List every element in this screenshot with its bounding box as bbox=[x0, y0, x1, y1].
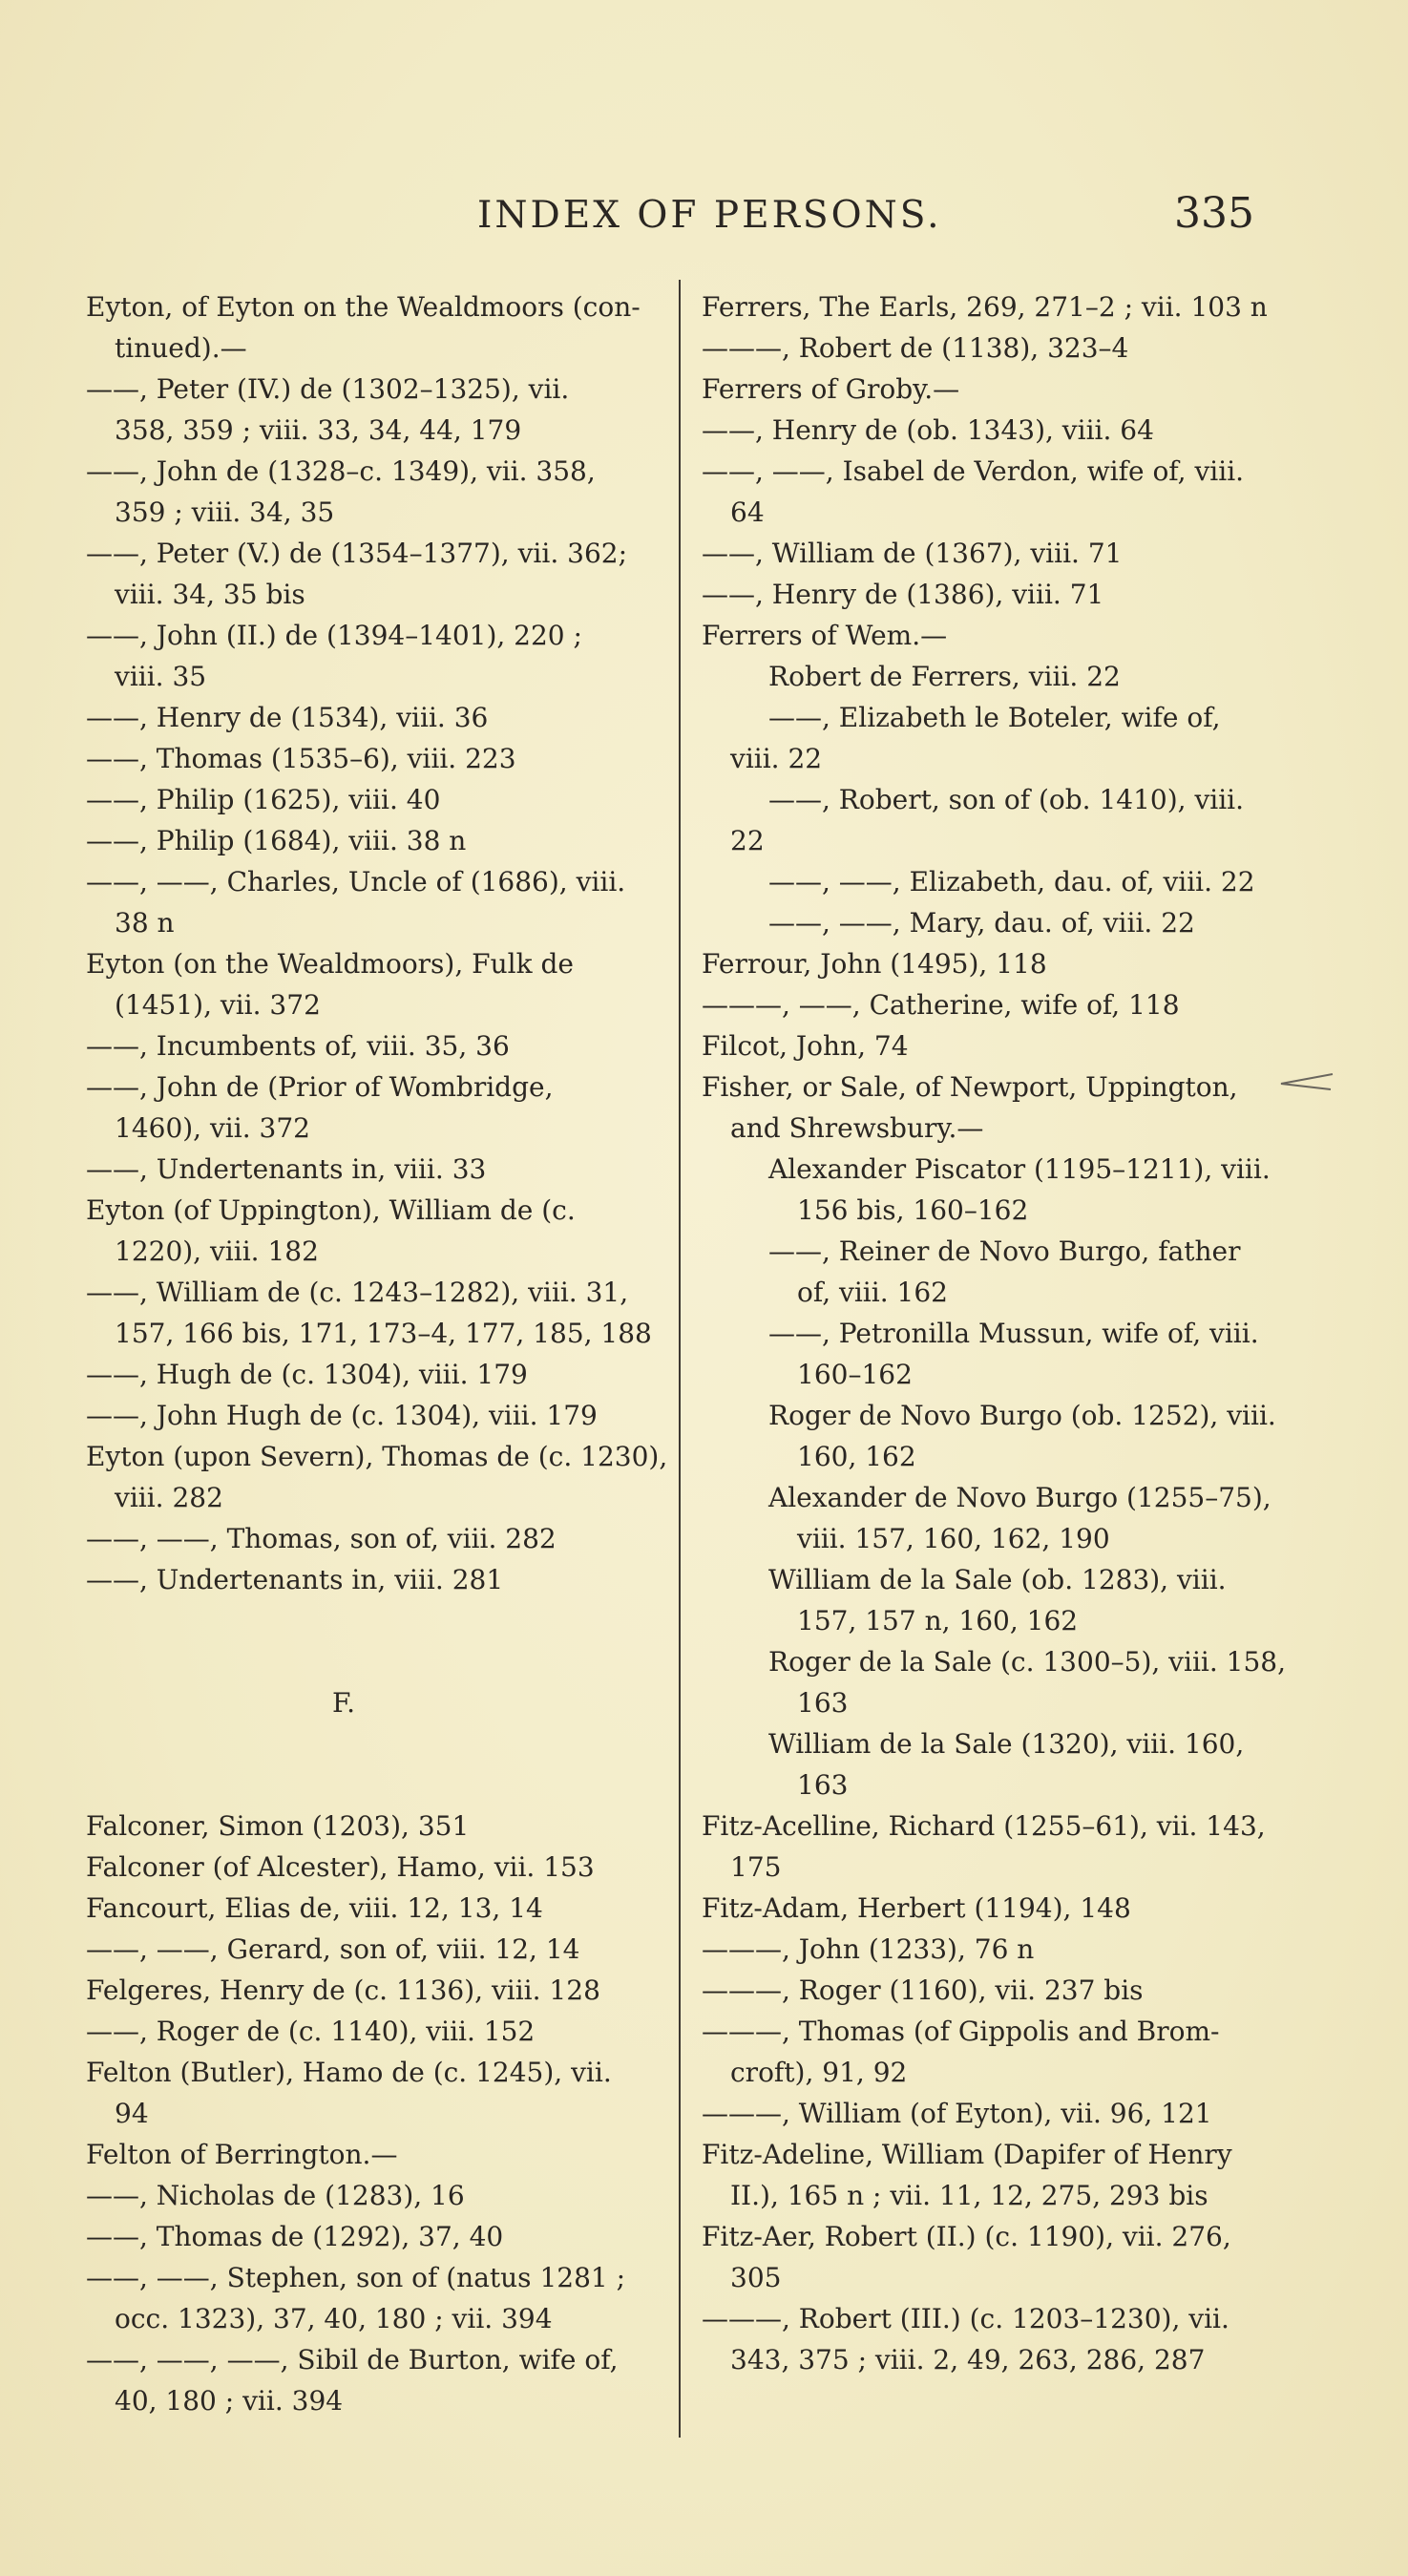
index-line: ——, ——, Thomas, son of, viii. 282 bbox=[86, 1523, 557, 1554]
index-line: ———, Robert (III.) (c. 1203–1230), vii. bbox=[702, 2303, 1229, 2334]
index-line: Eyton (upon Severn), Thomas de (c. 1230), bbox=[86, 1441, 668, 1472]
index-line: (1451), vii. 372 bbox=[115, 989, 321, 1021]
index-line: ——, ——, Stephen, son of (natus 1281 ; bbox=[86, 2262, 626, 2293]
index-line: ——, ——, Isabel de Verdon, wife of, viii. bbox=[702, 455, 1245, 487]
index-line: viii. 157, 160, 162, 190 bbox=[797, 1523, 1110, 1554]
index-line: Ferrers of Wem.— bbox=[702, 620, 948, 651]
margin-pencil-mark bbox=[1277, 1070, 1334, 1091]
index-line: 156 bis, 160–162 bbox=[797, 1194, 1029, 1226]
index-line: Eyton, of Eyton on the Wealdmoors (con- bbox=[86, 291, 641, 323]
index-line: 358, 359 ; viii. 33, 34, 44, 179 bbox=[115, 414, 522, 446]
index-line: ——, Philip (1625), viii. 40 bbox=[86, 784, 441, 815]
index-line: ——, Undertenants in, viii. 33 bbox=[86, 1153, 487, 1185]
index-line: Fitz-Adeline, William (Dapifer of Henry bbox=[702, 2139, 1232, 2170]
index-line: ———, Robert de (1138), 323–4 bbox=[702, 332, 1129, 364]
index-line: ——, ——, Mary, dau. of, viii. 22 bbox=[768, 907, 1195, 939]
index-line: 305 bbox=[730, 2262, 782, 2293]
index-line: 40, 180 ; vii. 394 bbox=[115, 2385, 344, 2417]
index-line: 1220), viii. 182 bbox=[115, 1235, 319, 1267]
index-line: ——, Reiner de Novo Burgo, father bbox=[768, 1235, 1241, 1267]
index-line: Felton (Butler), Hamo de (c. 1245), vii. bbox=[86, 2057, 612, 2088]
index-line: ——, Nicholas de (1283), 16 bbox=[86, 2180, 465, 2211]
index-line: Fancourt, Elias de, viii. 12, 13, 14 bbox=[86, 1892, 543, 1924]
index-line: ——, Henry de (1386), viii. 71 bbox=[702, 579, 1104, 610]
index-line: ——, Thomas de (1292), 37, 40 bbox=[86, 2221, 504, 2252]
index-line: ——, John de (1328–c. 1349), vii. 358, bbox=[86, 455, 596, 487]
index-line: 175 bbox=[730, 1851, 782, 1883]
index-line: Fisher, or Sale, of Newport, Uppington, bbox=[702, 1071, 1238, 1103]
index-line: ——, Elizabeth le Boteler, wife of, bbox=[768, 702, 1221, 733]
index-line: ——, Hugh de (c. 1304), viii. 179 bbox=[86, 1359, 528, 1390]
index-line: 64 bbox=[730, 496, 765, 528]
index-line: 38 n bbox=[115, 907, 175, 939]
index-line: Eyton (of Uppington), William de (c. bbox=[86, 1194, 576, 1226]
index-line: 1460), vii. 372 bbox=[115, 1112, 310, 1144]
index-line: ——, Peter (IV.) de (1302–1325), vii. bbox=[86, 373, 570, 405]
left-column bbox=[86, 286, 668, 2421]
index-line: ———, Roger (1160), vii. 237 bis bbox=[702, 1974, 1144, 2006]
index-line: Fitz-Acelline, Richard (1255–61), vii. 143, bbox=[702, 1810, 1266, 1842]
running-head: INDEX OF PERSONS. bbox=[477, 194, 942, 237]
index-line: tinued).— bbox=[115, 332, 247, 364]
index-line: ——, Henry de (ob. 1343), viii. 64 bbox=[702, 414, 1154, 446]
index-line: ——, William de (1367), viii. 71 bbox=[702, 538, 1123, 569]
index-line: ——, Henry de (1534), viii. 36 bbox=[86, 702, 489, 733]
index-line: and Shrewsbury.— bbox=[730, 1112, 984, 1144]
index-line: of, viii. 162 bbox=[797, 1277, 948, 1308]
index-line: ——, Thomas (1535–6), viii. 223 bbox=[86, 743, 516, 774]
index-line: Eyton (on the Wealdmoors), Fulk de bbox=[86, 948, 574, 980]
index-line: Ferrers of Groby.— bbox=[702, 373, 960, 405]
page-number: 335 bbox=[1174, 189, 1254, 238]
index-line: viii. 22 bbox=[730, 743, 823, 774]
index-line: Ferrers, The Earls, 269, 271–2 ; vii. 103 n bbox=[702, 291, 1268, 323]
index-line: ———, John (1233), 76 n bbox=[702, 1933, 1035, 1965]
index-line: viii. 34, 35 bis bbox=[115, 579, 305, 610]
index-line: 160, 162 bbox=[797, 1441, 916, 1472]
column-divider bbox=[679, 280, 681, 2438]
index-line: Filcot, John, 74 bbox=[702, 1030, 909, 1062]
index-line: ——, Robert, son of (ob. 1410), viii. bbox=[768, 784, 1245, 815]
index-line: Falconer, Simon (1203), 351 bbox=[86, 1810, 470, 1842]
index-line: ———, ——, Catherine, wife of, 118 bbox=[702, 989, 1180, 1021]
index-line: ——, John Hugh de (c. 1304), viii. 179 bbox=[86, 1400, 598, 1431]
index-line: 359 ; viii. 34, 35 bbox=[115, 496, 335, 528]
blank-line bbox=[86, 1600, 668, 1641]
index-line: ——, ——, Gerard, son of, viii. 12, 14 bbox=[86, 1933, 580, 1965]
index-line: William de la Sale (ob. 1283), viii. bbox=[768, 1564, 1227, 1595]
index-line: Alexander de Novo Burgo (1255–75), bbox=[768, 1482, 1271, 1513]
index-line: ——, Philip (1684), viii. 38 n bbox=[86, 825, 467, 856]
index-line: William de la Sale (1320), viii. 160, bbox=[768, 1728, 1245, 1760]
index-line: ——, John de (Prior of Wombridge, bbox=[86, 1071, 554, 1103]
index-line: 163 bbox=[797, 1769, 849, 1801]
index-line: 163 bbox=[797, 1687, 849, 1719]
index-line: Ferrour, John (1495), 118 bbox=[702, 948, 1047, 980]
index-line: viii. 282 bbox=[115, 1482, 223, 1513]
section-letter: F. bbox=[332, 1687, 355, 1719]
index-line: 22 bbox=[730, 825, 765, 856]
index-line: Falconer (of Alcester), Hamo, vii. 153 bbox=[86, 1851, 595, 1883]
index-line: 343, 375 ; viii. 2, 49, 263, 286, 287 bbox=[730, 2344, 1206, 2375]
index-line: ——, Incumbents of, viii. 35, 36 bbox=[86, 1030, 510, 1062]
index-line: occ. 1323), 37, 40, 180 ; vii. 394 bbox=[115, 2303, 553, 2334]
index-line: ——, ——, Elizabeth, dau. of, viii. 22 bbox=[768, 866, 1255, 897]
index-line: Roger de la Sale (c. 1300–5), viii. 158, bbox=[768, 1646, 1286, 1678]
index-line: Felton of Berrington.— bbox=[86, 2139, 398, 2170]
index-line: viii. 35 bbox=[115, 661, 207, 692]
index-line: Felgeres, Henry de (c. 1136), viii. 128 bbox=[86, 1974, 600, 2006]
index-line: ——, Undertenants in, viii. 281 bbox=[86, 1564, 504, 1595]
index-line: ——, John (II.) de (1394–1401), 220 ; bbox=[86, 620, 582, 651]
blank-line bbox=[86, 1723, 668, 1764]
index-line: 94 bbox=[115, 2098, 149, 2129]
index-line: 157, 166 bis, 171, 173–4, 177, 185, 188 bbox=[115, 1318, 652, 1349]
index-line: ——, Petronilla Mussun, wife of, viii. bbox=[768, 1318, 1259, 1349]
index-line: 160–162 bbox=[797, 1359, 913, 1390]
index-line: ——, ——, ——, Sibil de Burton, wife of, bbox=[86, 2344, 619, 2375]
right-column bbox=[702, 286, 1286, 2380]
index-line: ——, ——, Charles, Uncle of (1686), viii. bbox=[86, 866, 626, 897]
index-line: ——, Peter (V.) de (1354–1377), vii. 362; bbox=[86, 538, 627, 569]
blank-line bbox=[86, 1641, 668, 1682]
index-line: ——, Roger de (c. 1140), viii. 152 bbox=[86, 2016, 536, 2047]
index-line: Roger de Novo Burgo (ob. 1252), viii. bbox=[768, 1400, 1276, 1431]
index-line: Robert de Ferrers, viii. 22 bbox=[768, 661, 1121, 692]
index-line: Fitz-Adam, Herbert (1194), 148 bbox=[702, 1892, 1131, 1924]
index-line: Fitz-Aer, Robert (II.) (c. 1190), vii. 276, bbox=[702, 2221, 1231, 2252]
index-line: ———, William (of Eyton), vii. 96, 121 bbox=[702, 2098, 1212, 2129]
index-line: II.), 165 n ; vii. 11, 12, 275, 293 bis bbox=[730, 2180, 1208, 2211]
index-line: ———, Thomas (of Gippolis and Brom- bbox=[702, 2016, 1220, 2047]
index-line: croft), 91, 92 bbox=[730, 2057, 908, 2088]
index-line: 157, 157 n, 160, 162 bbox=[797, 1605, 1079, 1636]
index-line: ——, William de (c. 1243–1282), viii. 31, bbox=[86, 1277, 629, 1308]
blank-line bbox=[86, 1764, 668, 1805]
index-line: Alexander Piscator (1195–1211), viii. bbox=[768, 1153, 1271, 1185]
